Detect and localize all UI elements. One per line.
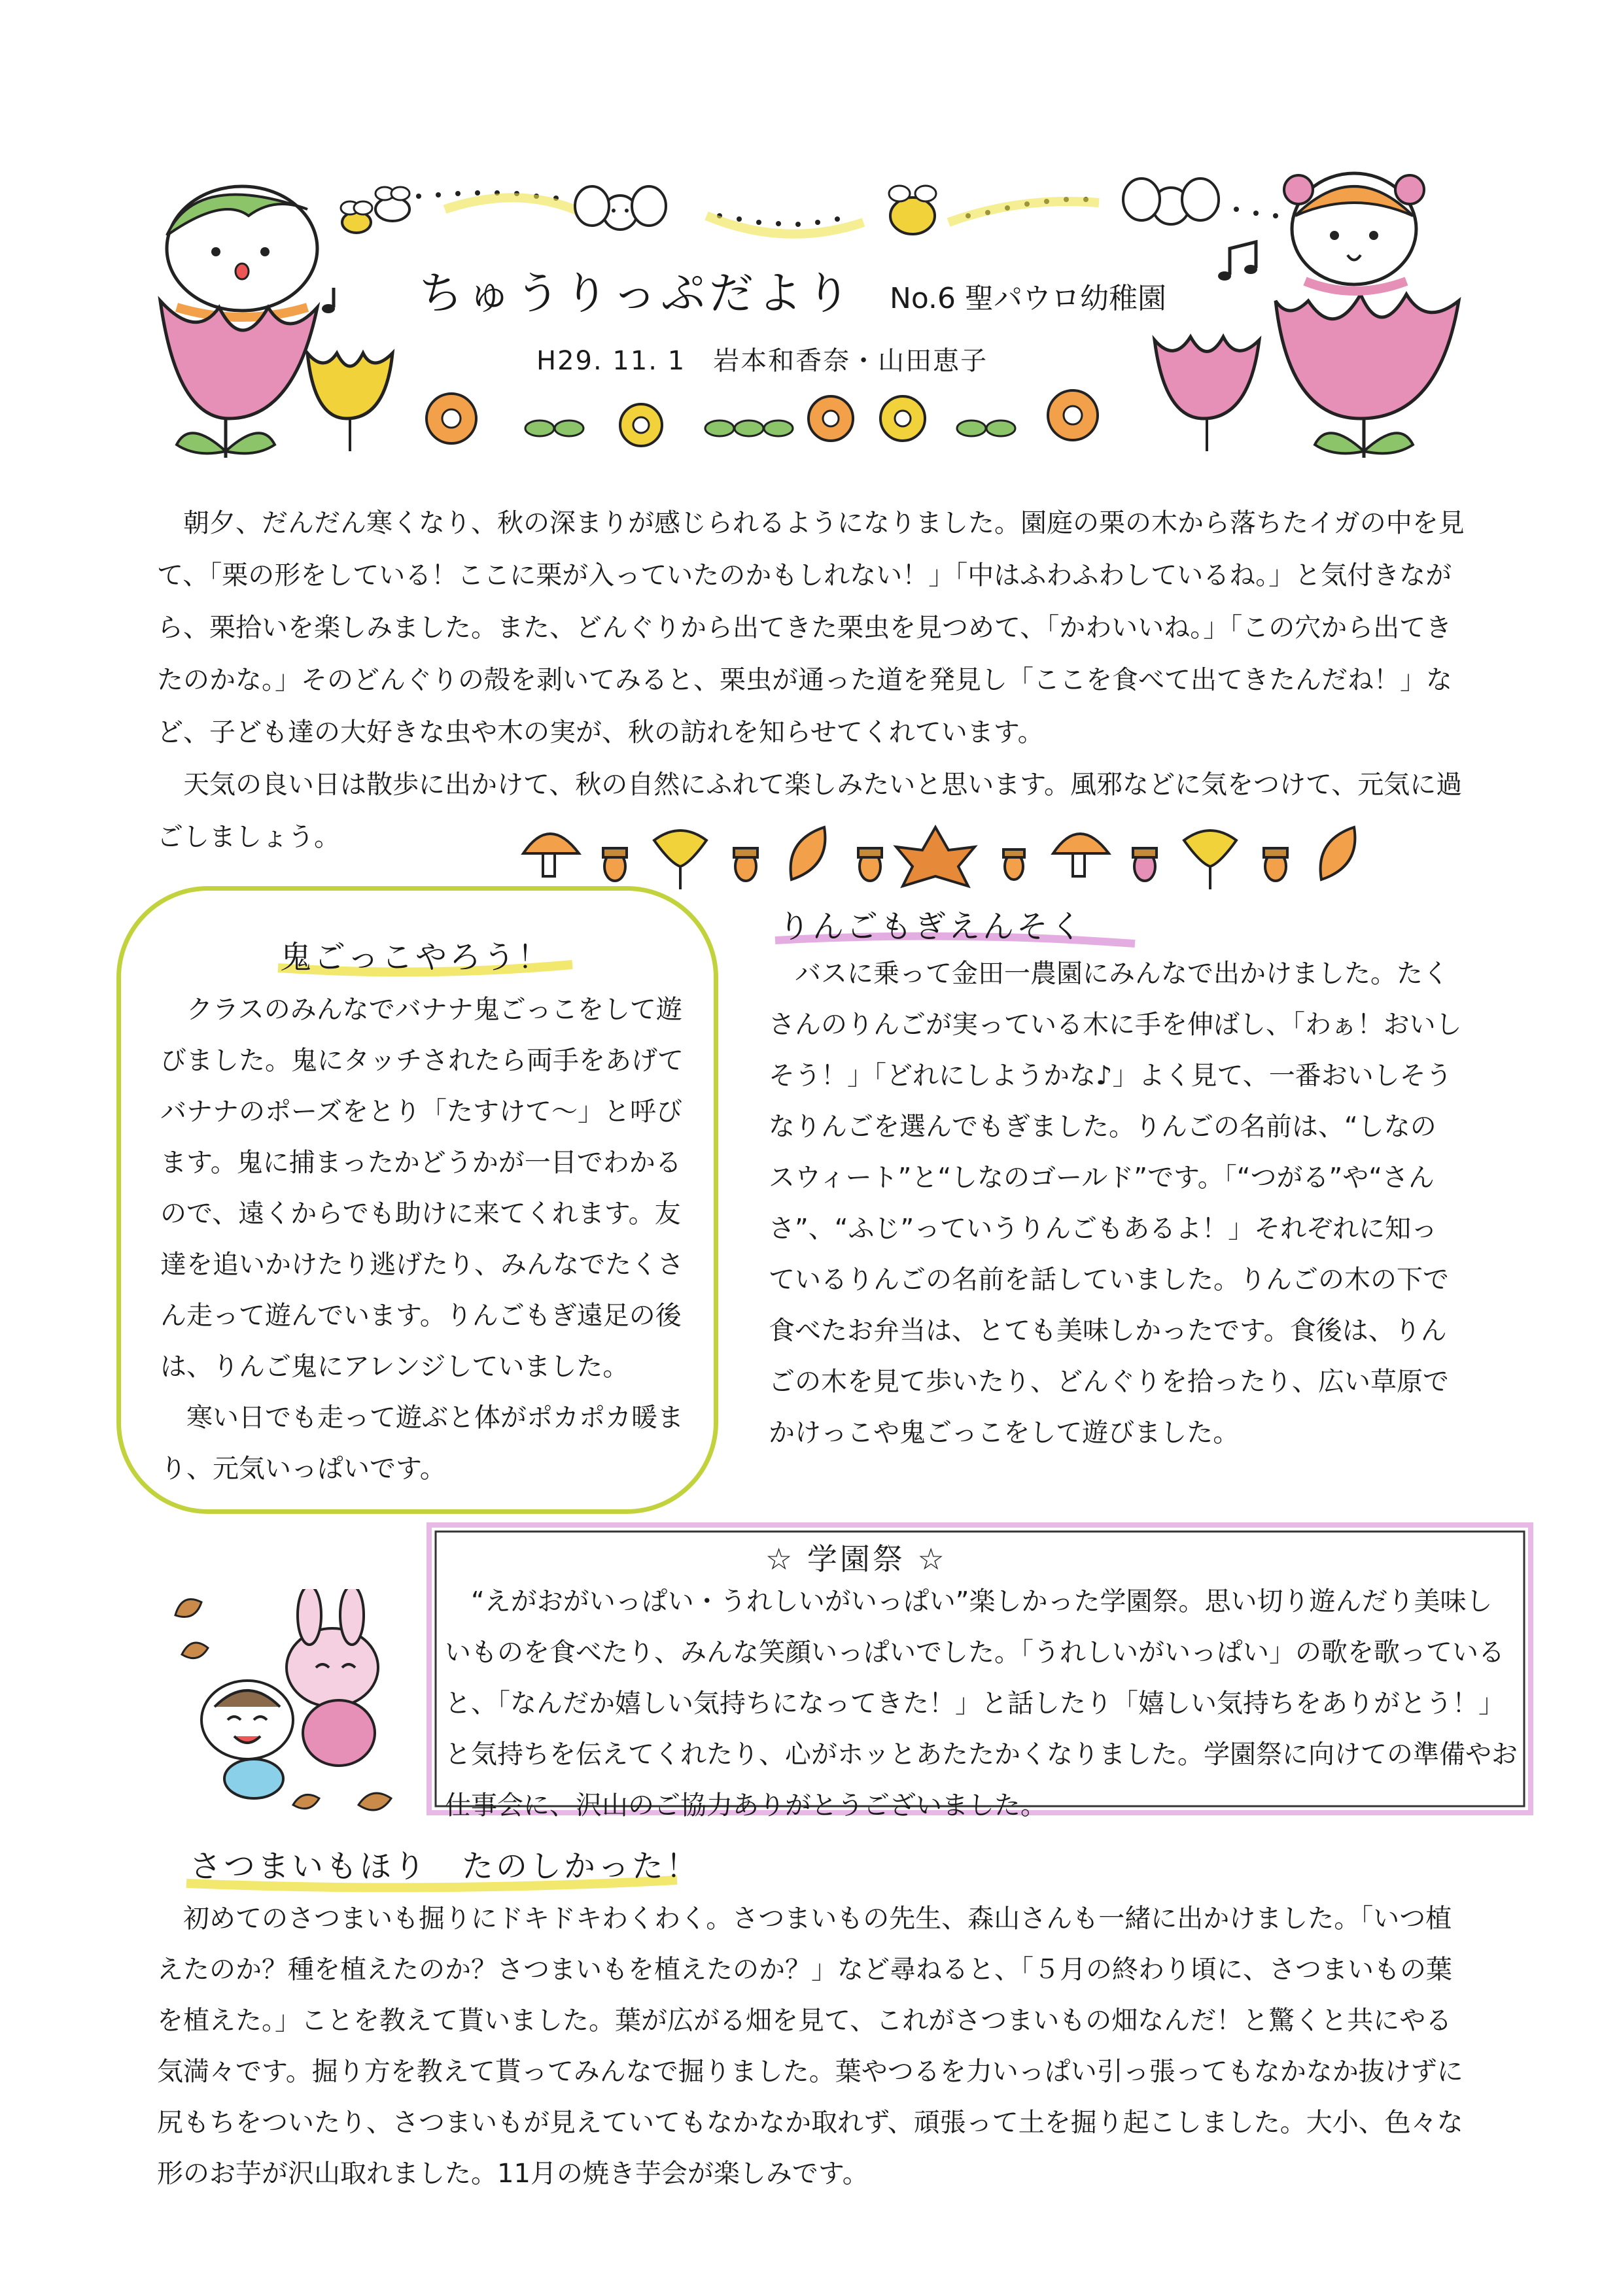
kids-playing-illustration	[162, 1589, 411, 1825]
ringo-section-title: りんごもぎえんそく	[778, 908, 1085, 945]
tulip-flower-icon	[1276, 294, 1459, 458]
leaf-icon	[1321, 827, 1355, 880]
leaf-icon	[791, 827, 826, 880]
intro-paragraph: 天気の良い日は散歩に出かけて、秋の自然にふれて楽しみたいと思います。風邪などに気をつけて、元気に過ごしましょう。	[157, 770, 1463, 852]
intro-section	[157, 497, 1465, 863]
oni-paragraph: クラスのみんなでバナナ鬼ごっこをして遊びました。鬼にタッチされたら両手をあげてバナナのポーズをとり「たすけて〜」と呼びます。鬼に捕まったかどうかが一目でわかるので、遠くからでも助けに来てくれます。友達を追いかけたり逃げたり、みんなでたくさん走って遊んでいます。りんごもぎ遠足の後は、りんご鬼にアレンジしていました。	[160, 995, 684, 1382]
oni-section-body	[160, 984, 697, 1494]
leaf-icon	[525, 420, 583, 436]
bee-icon	[341, 201, 372, 233]
flower-icon	[620, 404, 662, 446]
leaf-icon	[705, 420, 793, 436]
leaf-icon	[957, 420, 1015, 436]
ginkgo-leaf-icon	[654, 831, 706, 889]
satsuma-section-body	[157, 1893, 1472, 2199]
mushroom-icon	[1053, 834, 1109, 876]
acorn-icon	[1133, 848, 1157, 881]
header-illustration	[0, 0, 1619, 471]
flower-icon	[427, 394, 476, 443]
rabbit-character	[287, 1589, 378, 1766]
yellow-tulip-icon	[307, 353, 392, 451]
satsuma-section-title: さつまいもほり たのしかった！	[190, 1848, 701, 1885]
oni-paragraph: 寒い日でも走って遊ぶと体がポカポカ暖まり、元気いっぱいです。	[160, 1403, 684, 1484]
leaf-icon	[175, 1600, 201, 1617]
festival-section-title: ☆ 学園祭 ☆	[765, 1541, 947, 1577]
tulip-flower-icon	[160, 301, 317, 458]
acorn-icon	[1264, 848, 1287, 881]
ringo-paragraph: バスに乗って金田一農園にみんなで出かけました。たくさんのりんごが実っている木に手を伸ばし、「わぁ！おいしそう！」「どれにしようかな♪」よく見て、一番おいしそうなりんごを選んでもぎました。りんごの名前は、“しなのスウィート”と“しなのゴールド”です。「“つがる”や“さんさ”、“ふじ”っていうりんごもあるよ！」それぞれに知っているりんごの名前を話していました。りんごの木の下で食べたお弁当は、とても美味しかったです。食後は、りんごの木を見て歩いたり、どんぐりを拾ったり、広い草原でかけっこや鬼ごっこをして遊びました。	[769, 959, 1462, 1448]
acorn-icon	[734, 848, 757, 881]
maple-leaf-icon	[896, 827, 975, 886]
newsletter-title: ちゅうりっぷだより	[419, 268, 855, 320]
mushroom-icon	[523, 834, 579, 876]
flower-icon	[880, 396, 925, 441]
flower-icon	[1048, 390, 1098, 440]
oni-section-title: 鬼ごっこやろう！	[280, 939, 552, 976]
tulip-flower-icon	[1155, 337, 1259, 451]
flower-icon	[809, 396, 853, 441]
butterfly-icon	[1123, 179, 1219, 224]
issue-number: No.6 聖パウロ幼稚園	[890, 282, 1167, 315]
festival-paragraph: “えがおがいっぱい・うれしいがいっぱい”楽しかった学園祭。思い切り遊んだり美味しいものを食べたり、みんな笑顔いっぱいでした。「うれしいがいっぱい」の歌を歌っていると、「なんだか嬉しい気持ちになってきた！」と話したり「嬉しい気持ちをありがとう！」と気持ちを伝えてくれたり、心がホッとあたたかくなりました。学園祭に向けての準備やお仕事会に、沢山のご協力ありがとうございました。	[445, 1586, 1518, 1821]
bee-icon	[889, 186, 936, 234]
ringo-section-body	[769, 948, 1462, 1458]
festival-section-body	[445, 1576, 1518, 1831]
music-note-icon	[1218, 242, 1257, 281]
autumn-decoration-row	[517, 814, 1472, 899]
date-and-authors: H29. 11. 1 岩本和香奈・山田恵子	[536, 346, 988, 376]
acorn-icon	[603, 848, 627, 881]
acorn-icon	[858, 848, 882, 881]
girl-character	[1284, 173, 1424, 291]
music-note-icon	[322, 288, 335, 313]
monkey-character	[201, 1681, 293, 1798]
intro-paragraph: 朝夕、だんだん寒くなり、秋の深まりが感じられるようになりました。園庭の栗の木から落ちたイガの中を見て、「栗の形をしている！ここに栗が入っていたのかもしれない！」「中はふわふわしているね。」と気付きながら、栗拾いを楽しみました。また、どんぐりから出てきた栗虫を見つめて、「かわいいね。」「この穴から出てきたのかな。」そのどんぐりの殻を剥いてみると、栗虫が通った道を発見し「ここを食べて出てきたんだね！」など、子ども達の大好きな虫や木の実が、秋の訪れを知らせてくれています。	[157, 508, 1465, 747]
leaf-icon	[293, 1794, 319, 1808]
ginkgo-leaf-icon	[1184, 831, 1236, 889]
acorn-icon	[1003, 849, 1024, 880]
boy-character	[167, 186, 317, 317]
leaf-icon	[358, 1793, 391, 1810]
leaf-icon	[182, 1643, 208, 1658]
satsuma-paragraph: 初めてのさつまいも掘りにドキドキわくわく。さつまいもの先生、森山さんも一緒に出かけました。「いつ植えたのか？種を植えたのか？さつまいもを植えたのか？」など尋ねると、「５月の終わり頃に、さつまいもの葉を植えた。」ことを教えて貰いました。葉が広がる畑を見て、これがさつまいもの畑なんだ！と驚くと共にやる気満々です。掘り方を教えて貰ってみんなで掘りました。葉やつるを力いっぱい引っ張ってもなかなか抜けずに尻もちをついたり、さつまいもが見えていてもなかなか取れず、頑張って土を掘り起こしました。大小、色々な形のお芋が沢山取れました。11月の焼き芋会が楽しみです。	[157, 1904, 1463, 2189]
bee-icon	[375, 187, 409, 221]
butterfly-icon	[575, 186, 666, 230]
